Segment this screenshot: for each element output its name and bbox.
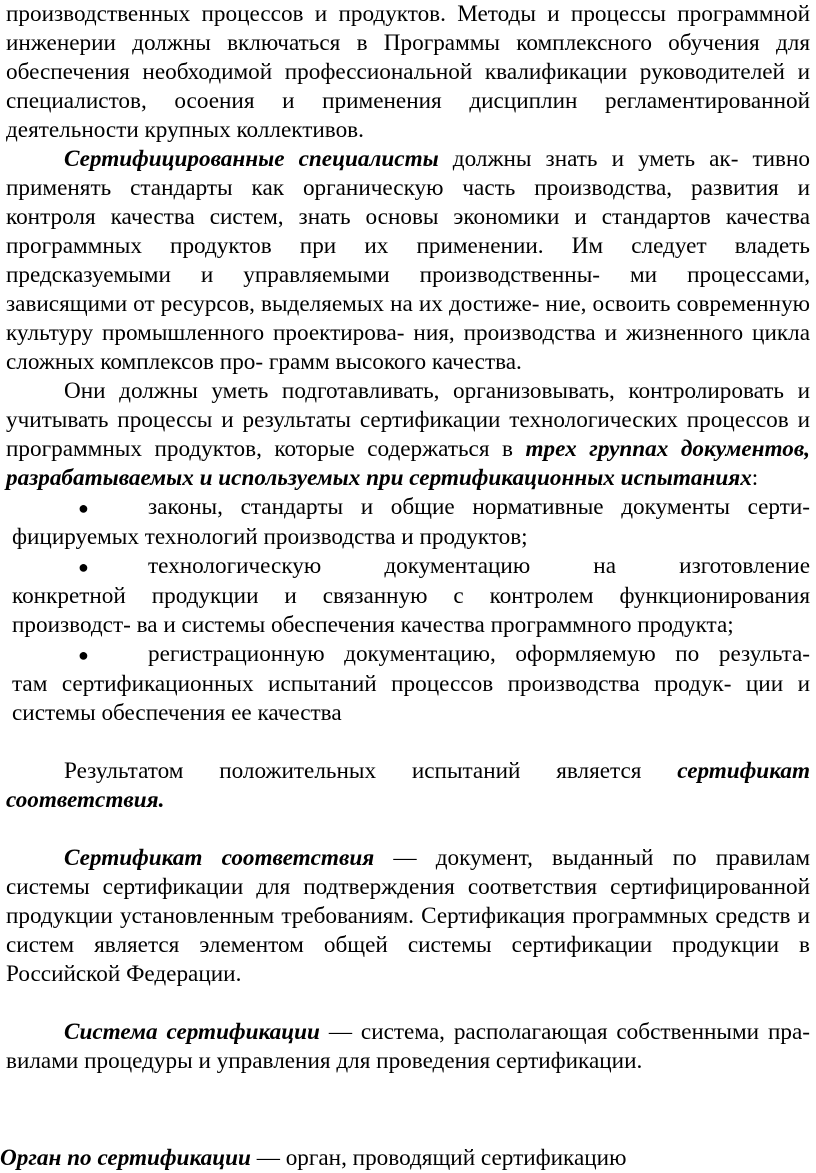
term-certification-body: Орган по сертификации — [0, 1145, 251, 1171]
paragraph-tail: : — [751, 465, 759, 491]
paragraph-text: Они должны уметь подготавливать, организовывать, контролировать и учитывать процессы и результаты сертификации технологических процессов и программных продуктов, которые содержаться в — [6, 378, 810, 462]
paragraph-text: — система, располагающая собственными пра- вилами процедуры и управления для проведения сертификации. — [6, 1019, 810, 1074]
emphasis-document-groups: трех группах документов, разрабатываемых и используемых при сертификационных испытаниях — [6, 436, 810, 491]
spacer — [6, 989, 810, 1018]
paragraph-certificate-definition — [6, 844, 810, 989]
term-certified-specialists: Сертифицированные специалисты — [64, 146, 439, 172]
paragraph-programs — [6, 0, 810, 145]
paragraph-text: производственных процессов и продуктов. Методы и процессы программной инженерии должны включаться в Программы комплексного обучения для обеспечения необходимой профессиональной квалификации руководителей и специалистов, осоения и применения дисциплин регламентированной деятельности крупных коллективов. — [6, 1, 810, 143]
paragraph-text: Результатом положительных испытаний является — [64, 758, 678, 784]
list-item — [6, 552, 810, 640]
paragraph-certified-specialists — [6, 145, 810, 377]
paragraph-body-definition — [0, 1144, 816, 1173]
paragraph-system-definition — [6, 1018, 810, 1076]
list-item-first-line: технологическую документацию на изготовление — [148, 553, 810, 579]
paragraph-text: — орган, проводящий сертификацию — [250, 1145, 627, 1171]
paragraph-text: должны знать и уметь ак- тивно применять стандарты как органическую часть производства, развития и контроля качества систем, знать основы экономики и стандартов качества программных продуктов при их применении. Им следует владеть предсказуемыми и управляемыми производственны- ми процессами, зависящими от ресурсов, выделяемых на их достиже- ние, освоить современную культуру промышленного проектирова- ния, производства и жизненного цикла сложных комплексов про- грамм высокого качества. — [6, 146, 811, 375]
list-item-first-line: законы, стандарты и общие нормативные документы серти- — [148, 494, 810, 520]
spacer — [6, 815, 810, 844]
list-item-continuation: фицируемых технологий производства и продуктов; — [12, 524, 528, 550]
document-page — [6, 0, 810, 1076]
list-item-first-line: регистрационную документацию, оформляемую по результа- — [148, 641, 810, 667]
list-item-continuation: там сертификационных испытаний процессов производства продук- ции и системы обеспечения ее качества — [12, 671, 810, 726]
spacer — [6, 728, 810, 757]
term-certification-system: Система сертификации — [64, 1019, 320, 1045]
emphasis-certificate: сертификат соответствия. — [6, 758, 810, 813]
paragraph-text: — документ, выданный по правилам системы сертификации для подтверждения соответствия сертифицированной продукции установленным требованиям. Сертификация программных средств и систем является элементом общей системы сертификации продукции в Российской Федерации. — [6, 845, 810, 987]
bullet-icon: ● — [78, 557, 89, 577]
paragraph-document-groups — [6, 377, 810, 493]
bullet-icon: ● — [78, 645, 89, 665]
bullet-list — [6, 493, 810, 728]
paragraph-result — [6, 757, 810, 815]
list-item-continuation: конкретной продукции и связанную с контролем функционирования производст- ва и системы обеспечения качества программного продукта; — [12, 583, 810, 638]
bullet-icon: ● — [78, 498, 89, 518]
term-certificate: Сертификат соответствия — [64, 845, 375, 871]
list-item — [6, 493, 810, 552]
list-item — [6, 640, 810, 728]
